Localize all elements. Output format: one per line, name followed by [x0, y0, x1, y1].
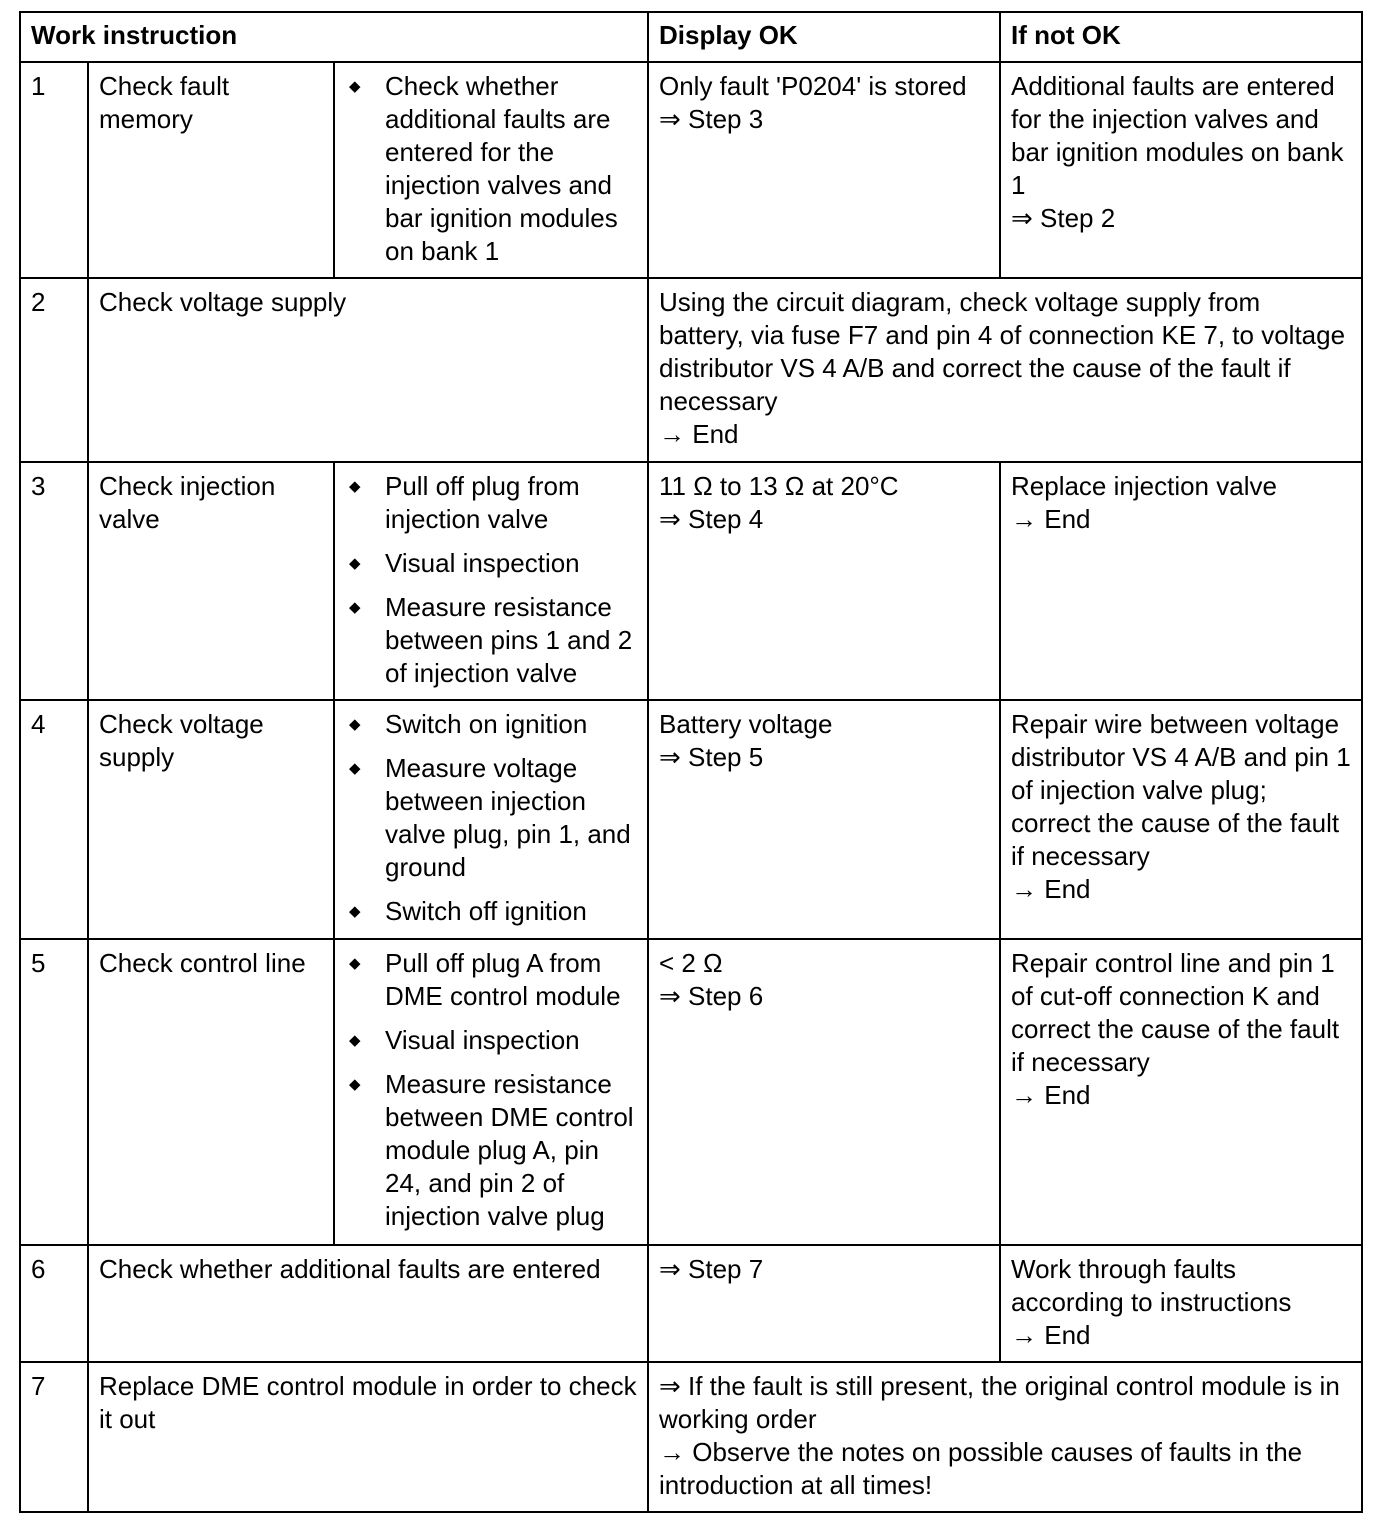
step-number: 3 — [20, 462, 88, 700]
display-ok-text: Battery voltage — [659, 709, 833, 739]
instruction-item: ◆ Pull off plug from injection valve — [345, 470, 637, 536]
if-not-ok-next-step: → End — [1011, 874, 1091, 904]
display-ok-next-step: ⇒ Step 7 — [659, 1254, 764, 1284]
step-instructions — [334, 700, 648, 939]
result-cell — [648, 1362, 1362, 1512]
if-not-ok-cell — [1000, 1245, 1362, 1362]
result-note: → Observe the notes on possible causes of faults in the introduction at all times! — [659, 1437, 1303, 1500]
display-ok-text: Only fault 'P0204' is stored — [659, 71, 967, 101]
step-number: 2 — [20, 278, 88, 462]
instruction-item: ◆ Measure resistance between DME control module plug A, pin 24, and pin 2 of injection valve plug — [345, 1068, 637, 1233]
instruction-item: ◆ Visual inspection — [345, 1024, 637, 1057]
table-row — [20, 700, 1362, 939]
step-number: 1 — [20, 62, 88, 278]
display-ok-next-step: ⇒ Step 6 — [659, 981, 764, 1011]
table-row — [20, 1245, 1362, 1362]
if-not-ok-next-step: → End — [1011, 1080, 1091, 1110]
step-task: Check voltage supply — [88, 278, 648, 462]
display-ok-next-step: ⇒ Step 5 — [659, 742, 764, 772]
step-number: 4 — [20, 700, 88, 939]
step-task: Check whether additional faults are entered — [88, 1245, 648, 1362]
instruction-item: ◆ Visual inspection — [345, 547, 637, 580]
display-ok-cell — [648, 700, 1000, 939]
instruction-list — [345, 70, 637, 268]
display-ok-text: 11 Ω to 13 Ω at 20°C — [659, 471, 899, 501]
step-task: Check control line — [88, 939, 334, 1245]
header-display-ok: Display OK — [648, 12, 1000, 62]
if-not-ok-text: Additional faults are entered for the injection valves and bar ignition modules on bank 1 — [1011, 71, 1344, 200]
instruction-item: ◆ Check whether additional faults are entered for the injection valves and bar ignition modules on bank 1 — [345, 70, 637, 268]
step-task: Replace DME control module in order to check it out — [88, 1362, 648, 1512]
header-work-instruction: Work instruction — [20, 12, 648, 62]
result-next-step: → End — [659, 419, 739, 449]
header-if-not-ok: If not OK — [1000, 12, 1362, 62]
result-cell — [648, 278, 1362, 462]
if-not-ok-cell — [1000, 700, 1362, 939]
instruction-list — [345, 947, 637, 1233]
display-ok-cell — [648, 1245, 1000, 1362]
if-not-ok-text: Repair wire between voltage distributor VS 4 A/B and pin 1 of injection valve plug; correct the cause of the fault if necessary — [1011, 709, 1351, 871]
step-task: Check injection valve — [88, 462, 334, 700]
display-ok-next-step: ⇒ Step 4 — [659, 504, 764, 534]
display-ok-next-step: ⇒ Step 3 — [659, 104, 764, 134]
instruction-item: ◆ Switch on ignition — [345, 708, 637, 741]
table-row — [20, 278, 1362, 462]
step-number: 6 — [20, 1245, 88, 1362]
instruction-item: ◆ Pull off plug A from DME control module — [345, 947, 637, 1013]
result-text: ⇒ If the fault is still present, the original control module is in working order — [659, 1371, 1340, 1434]
display-ok-cell — [648, 62, 1000, 278]
step-instructions — [334, 939, 648, 1245]
step-instructions — [334, 62, 648, 278]
if-not-ok-text: Repair control line and pin 1 of cut-off connection K and correct the cause of the fault if necessary — [1011, 948, 1340, 1077]
display-ok-cell — [648, 939, 1000, 1245]
step-task: Check fault memory — [88, 62, 334, 278]
instruction-list — [345, 470, 637, 690]
if-not-ok-next-step: ⇒ Step 2 — [1011, 203, 1116, 233]
if-not-ok-cell — [1000, 62, 1362, 278]
if-not-ok-text: Replace injection valve — [1011, 471, 1277, 501]
step-number: 7 — [20, 1362, 88, 1512]
if-not-ok-next-step: → End — [1011, 504, 1091, 534]
instruction-item: ◆ Switch off ignition — [345, 895, 637, 928]
instruction-list — [345, 708, 637, 928]
result-text: Using the circuit diagram, check voltage supply from battery, via fuse F7 and pin 4 of connection KE 7, to voltage distributor VS 4 A/B and correct the cause of the fault if necessary — [659, 287, 1346, 416]
if-not-ok-next-step: → End — [1011, 1320, 1091, 1350]
step-instructions — [334, 462, 648, 700]
step-number: 5 — [20, 939, 88, 1245]
display-ok-cell — [648, 462, 1000, 700]
table-row — [20, 62, 1362, 278]
display-ok-text: < 2 Ω — [659, 948, 723, 978]
table-header-row — [20, 12, 1362, 62]
step-task: Check voltage supply — [88, 700, 334, 939]
if-not-ok-text: Work through faults according to instructions — [1011, 1254, 1292, 1317]
table-row — [20, 462, 1362, 700]
if-not-ok-cell — [1000, 462, 1362, 700]
work-instruction-table — [19, 11, 1363, 1513]
table-row — [20, 1362, 1362, 1512]
instruction-item: ◆ Measure resistance between pins 1 and 2 of injection valve — [345, 591, 637, 690]
instruction-item: ◆ Measure voltage between injection valve plug, pin 1, and ground — [345, 752, 637, 884]
if-not-ok-cell — [1000, 939, 1362, 1245]
table-row — [20, 939, 1362, 1245]
